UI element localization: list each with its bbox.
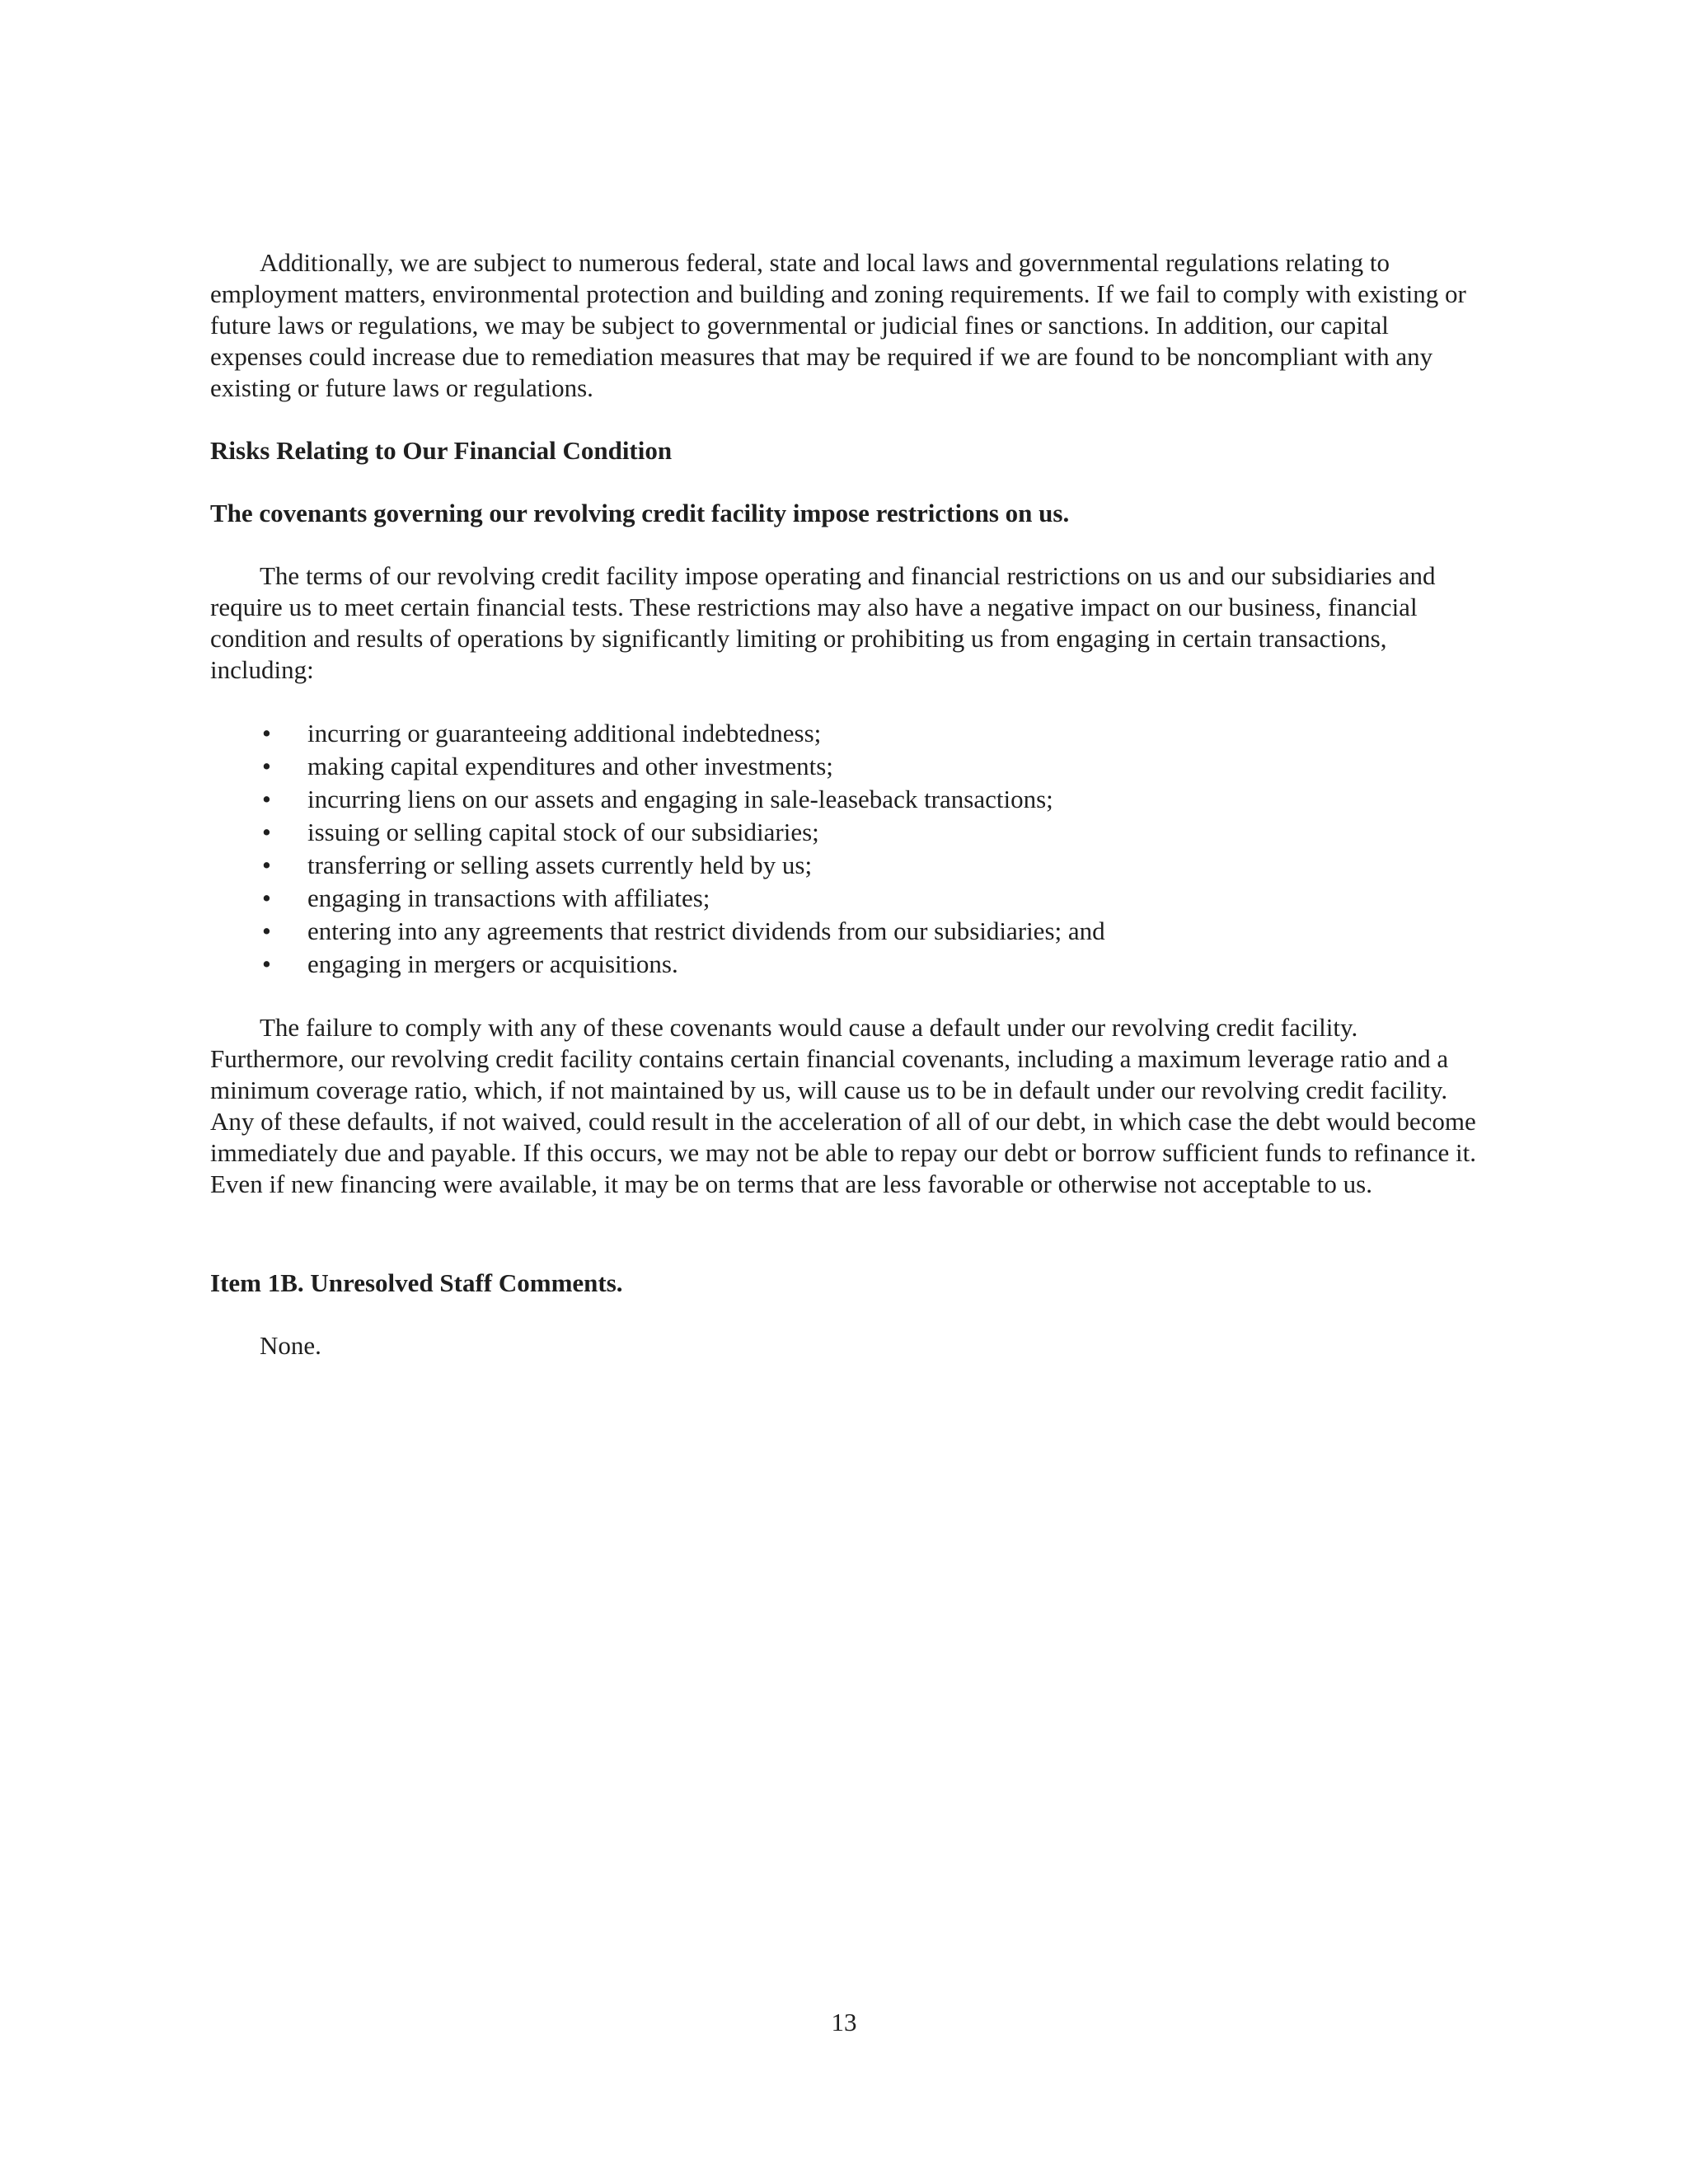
list-item — [210, 783, 1484, 816]
subheading-covenants: The covenants governing our revolving credit facility impose restrictions on us. — [210, 499, 1070, 527]
bullet-icon: • — [262, 883, 271, 912]
paragraph-laws-regulations: Additionally, we are subject to numerous federal, state and local laws and governmental regulations relating to employment matters, environmental protection and building and zoning requirements. If we fail to comply with existing or future laws or regulations, we may be subject to governmental or judicial fines or sanctions. In addition, our capital expenses could increase due to remediation measures that may be required if we are found to be noncompliant with any existing or future laws or regulations. — [210, 248, 1466, 402]
list-item — [210, 915, 1484, 948]
list-item — [210, 717, 1484, 750]
bullet-icon: • — [262, 916, 271, 945]
item-1b-body: None. — [260, 1331, 321, 1360]
list-item-text: issuing or selling capital stock of our subsidiaries; — [307, 818, 819, 846]
bullet-icon: • — [262, 949, 271, 978]
list-item — [210, 816, 1484, 849]
list-item — [210, 882, 1484, 915]
paragraph-default: The failure to comply with any of these covenants would cause a default under our revolving credit facility. Furthermore, our revolving credit facility contains certain financial covenants, including a maximum leverage ratio and a minimum coverage ratio, which, if not maintained by us, will cause us to be in default under our revolving credit facility. Any of these defaults, if not waived, could result in the acceleration of all of our debt, in which case the debt would become immediately due and payable. If this occurs, we may not be able to repay our debt or borrow sufficient funds to refinance it. Even if new financing were available, it may be on terms that are less favorable or otherwise not acceptable to us. — [210, 1013, 1477, 1198]
list-item-text: transferring or selling assets currently held by us; — [307, 851, 813, 879]
list-item-text: incurring or guaranteeing additional indebtedness; — [307, 719, 822, 748]
page-number: 13 — [831, 2008, 857, 2036]
bullet-icon: • — [262, 851, 271, 879]
list-item-text: entering into any agreements that restrict dividends from our subsidiaries; and — [307, 916, 1105, 945]
bullet-icon: • — [262, 818, 271, 846]
bullet-icon: • — [262, 752, 271, 780]
list-item-text: engaging in transactions with affiliates; — [307, 883, 710, 912]
page-content — [210, 247, 1484, 1361]
list-item-text: incurring liens on our assets and engaging in sale-leaseback transactions; — [307, 785, 1053, 813]
list-item — [210, 849, 1484, 882]
restrictions-list — [210, 717, 1484, 981]
list-item — [210, 948, 1484, 981]
paragraph-restrictions: The terms of our revolving credit facility impose operating and financial restrictions on us and our subsidiaries and require us to meet certain financial tests. These restrictions may also have a negative impact on our business, financial condition and results of operations by significantly limiting or prohibiting us from engaging in certain transactions, including: — [210, 561, 1436, 684]
list-item — [210, 750, 1484, 783]
item-1b-heading: Item 1B. Unresolved Staff Comments. — [210, 1268, 623, 1297]
list-item-text: engaging in mergers or acquisitions. — [307, 949, 678, 978]
section-heading: Risks Relating to Our Financial Condition — [210, 436, 673, 465]
list-item-text: making capital expenditures and other investments; — [307, 752, 833, 780]
bullet-icon: • — [262, 719, 271, 748]
bullet-icon: • — [262, 785, 271, 813]
